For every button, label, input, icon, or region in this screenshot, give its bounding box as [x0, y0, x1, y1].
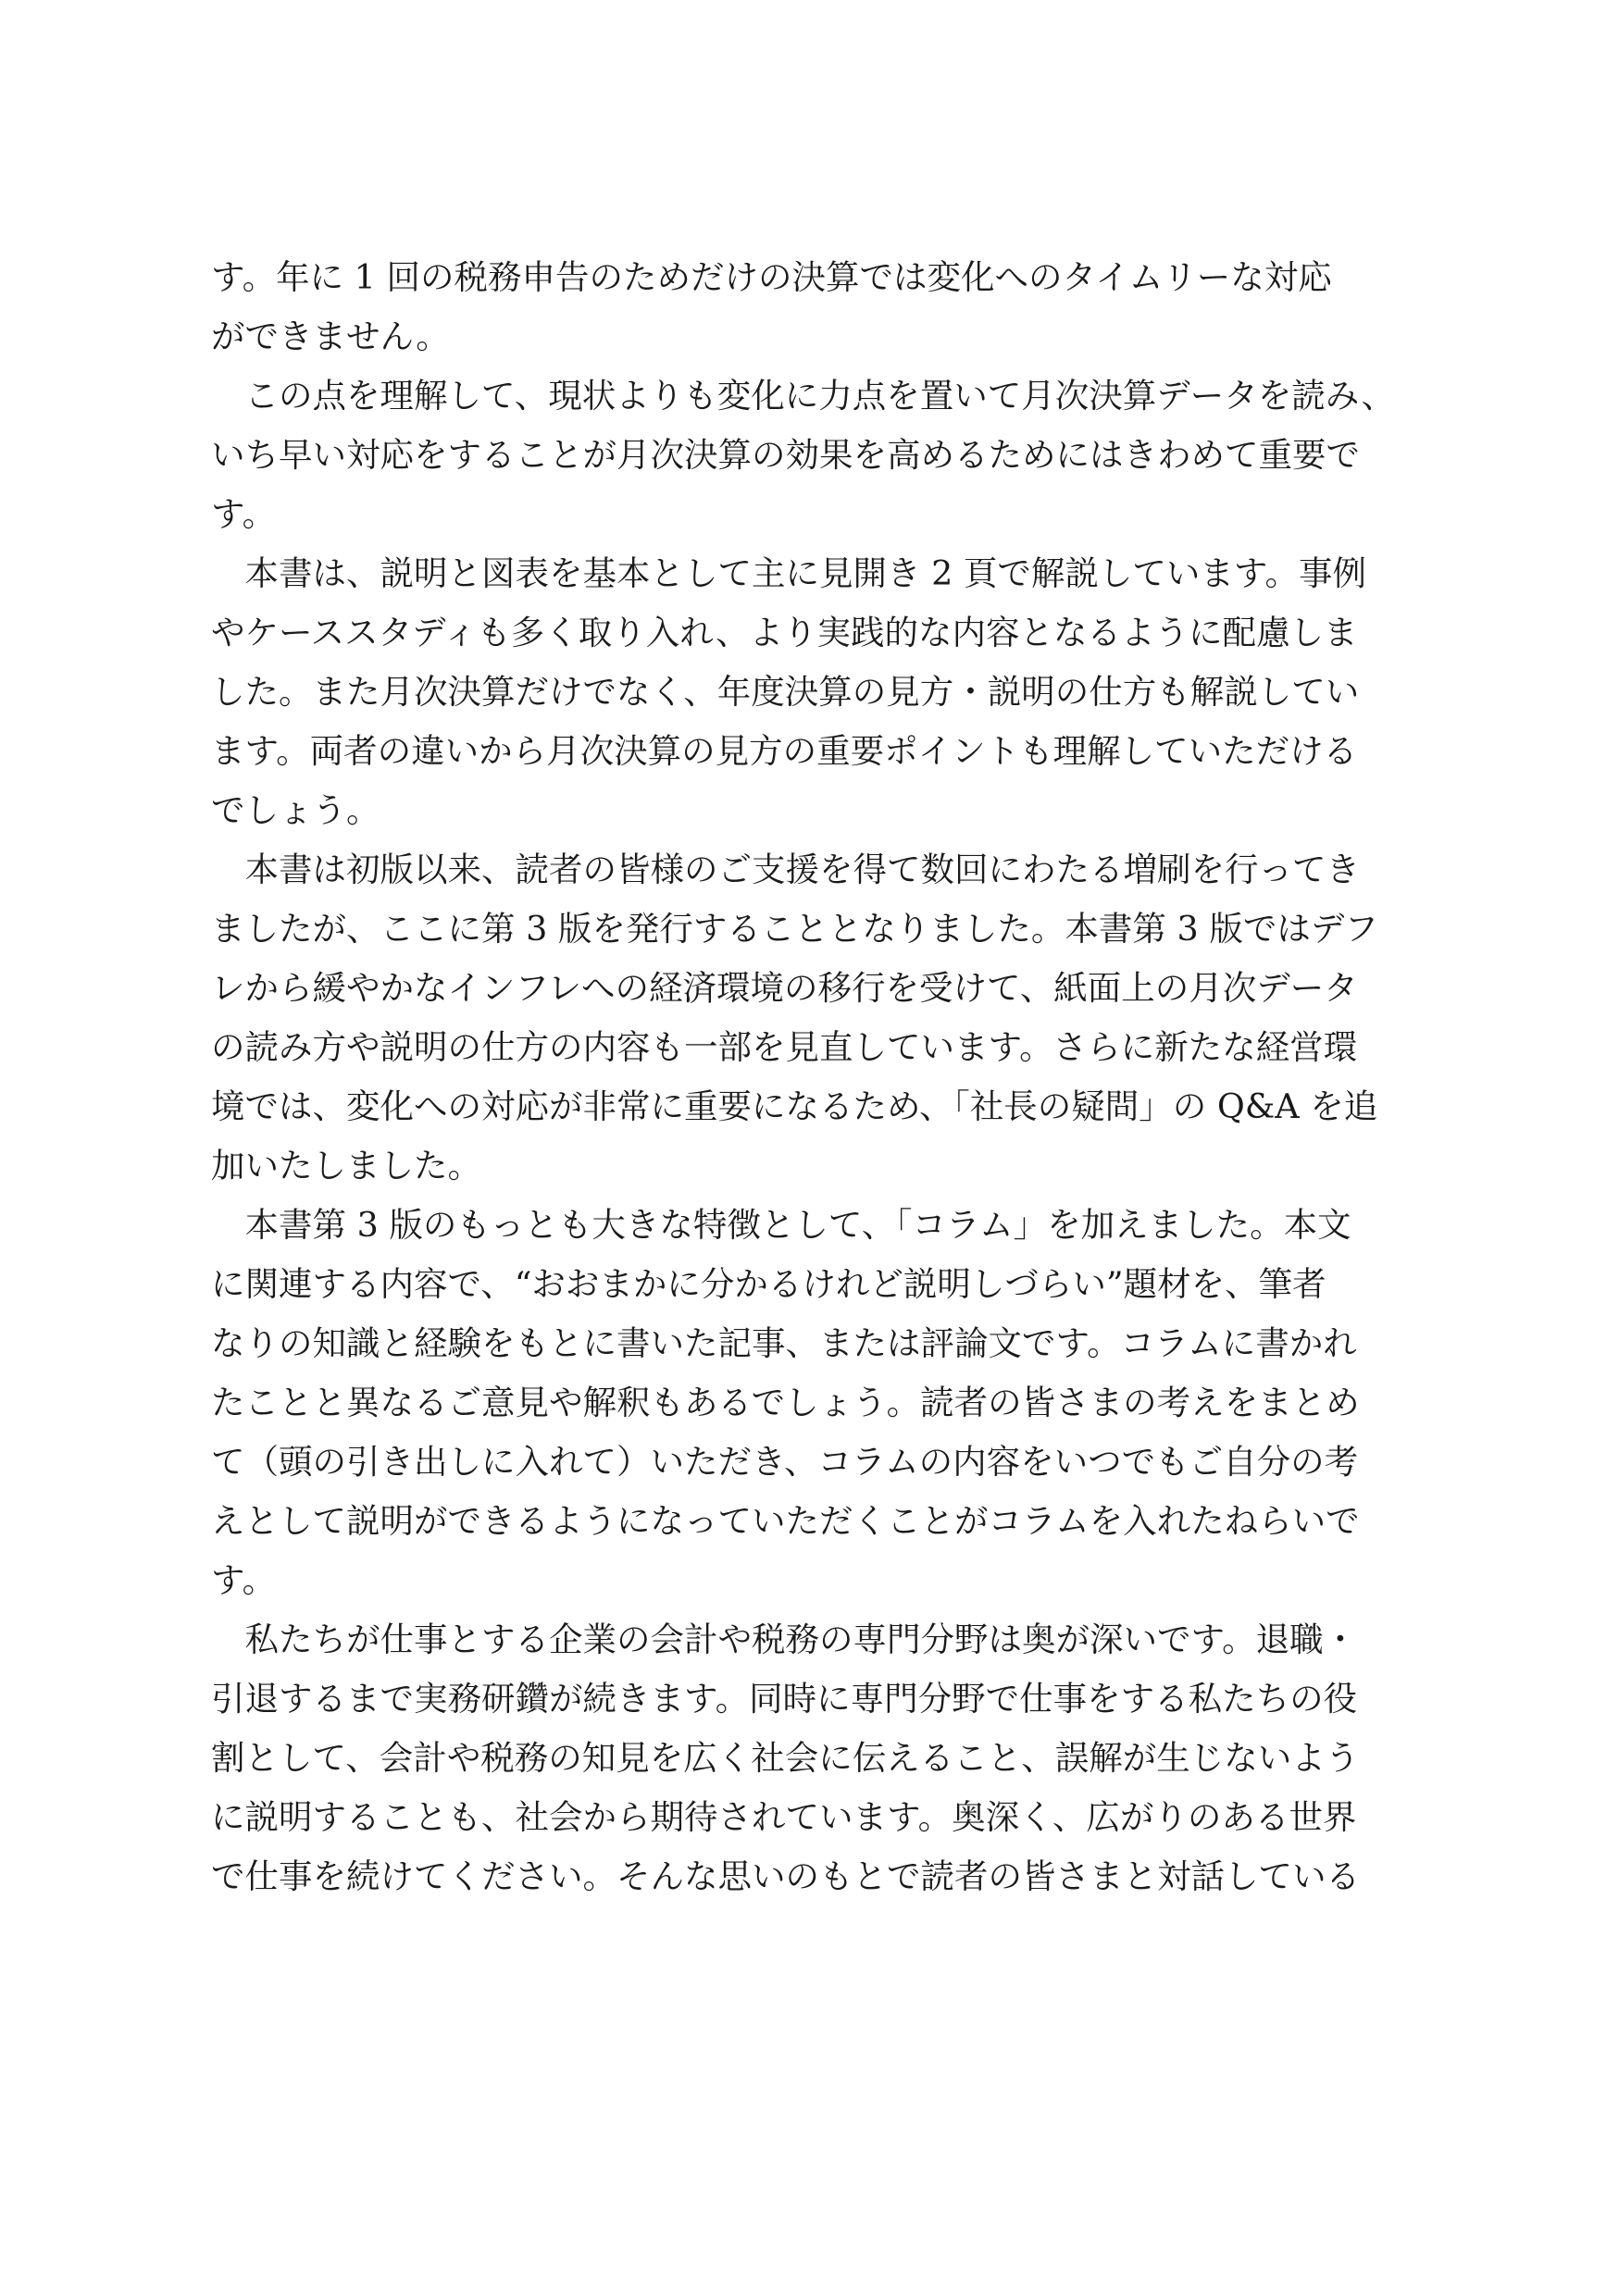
text-line: 境では、変化への対応が非常に重要になるため、「社長の疑問」の Q&A を追 [211, 1086, 1378, 1126]
text-line: この点を理解して、現状よりも変化に力点を置いて月次決算データを読み、 [211, 376, 1395, 416]
text-line: す。年に 1 回の税務申告のためだけの決算では変化へのタイムリーな対応 [211, 257, 1332, 297]
text-line: 私たちが仕事とする企業の会計や税務の専門分野は奥が深いです。退職・ [211, 1620, 1358, 1659]
text-line: した。また月次決算だけでなく、年度決算の見方・説明の仕方も解説してい [211, 672, 1360, 712]
text-line: えとして説明ができるようになっていただくことがコラムを入れたねらいで [211, 1501, 1360, 1541]
text-line: レから緩やかなインフレへの経済環境の移行を受けて、紙面上の月次データ [211, 968, 1358, 1008]
text-line: す。 [211, 494, 277, 534]
body-text [211, 248, 1414, 1906]
text-line: 本書は初版以来、読者の皆様のご支援を得て数回にわたる増刷を行ってき [211, 850, 1360, 889]
text-line: たことと異なるご意見や解釈もあるでしょう。読者の皆さまの考えをまとめ [211, 1383, 1360, 1422]
text-line: に説明することも、社会から期待されています。奥深く、広がりのある世界 [211, 1797, 1357, 1837]
text-line: いち早い対応をすることが月次決算の効果を高めるためにはきわめて重要で [211, 435, 1360, 475]
text-line: なりの知識と経験をもとに書いた記事、または評論文です。コラムに書かれ [211, 1323, 1357, 1363]
text-line: 本書は、説明と図表を基本として主に見開き 2 頁で解説しています。事例 [211, 553, 1367, 593]
text-line: やケーススタディも多く取り入れ、より実践的な内容となるように配慮しま [211, 613, 1358, 652]
text-line: で仕事を続けてください。そんな思いのもとで読者の皆さまと対話している [211, 1856, 1360, 1896]
text-line: 加いたしました。 [211, 1146, 481, 1185]
text-line: でしょう。 [211, 790, 380, 830]
text-line: 引退するまで実務研鑽が続きます。同時に専門分野で仕事をする私たちの役 [211, 1679, 1358, 1719]
text-line: 割として、会計や税務の知見を広く社会に伝えること、誤解が生じないよう [211, 1738, 1360, 1778]
text-line: ましたが、ここに第 3 版を発行することとなりました。本書第 3 版ではデフ [211, 909, 1378, 949]
text-line: ます。両者の違いから月次決算の見方の重要ポイントも理解していただける [211, 731, 1358, 771]
text-line: の読み方や説明の仕方の内容も一部を見直しています。さらに新たな経営環 [211, 1027, 1358, 1067]
text-line: ができません。 [211, 316, 450, 356]
text-line: す。 [211, 1560, 277, 1600]
text-line: に関連する内容で、“おおまかに分かるけれど説明しづらい”題材を、筆者 [211, 1264, 1326, 1304]
text-line: 本書第 3 版のもっとも大きな特徴として、「コラム」を加えました。本文 [211, 1205, 1351, 1245]
text-line: て（頭の引き出しに入れて）いただき、コラムの内容をいつでもご自分の考 [211, 1442, 1359, 1482]
